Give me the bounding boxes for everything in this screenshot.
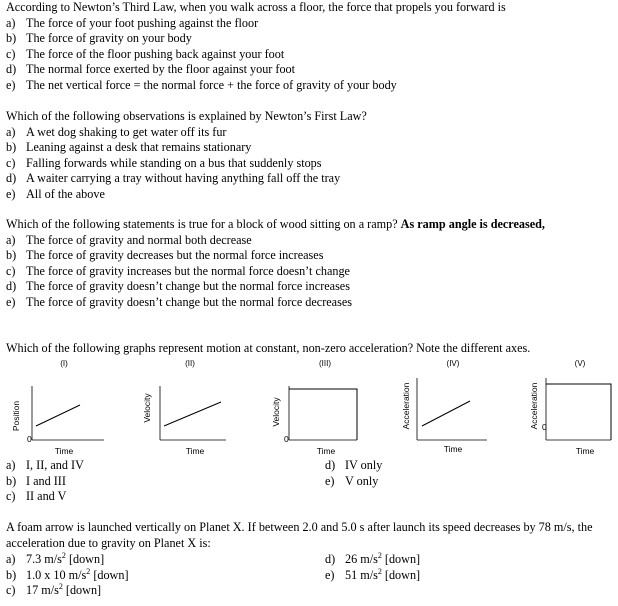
- graph-curve: [164, 402, 221, 426]
- graph-y-label: Velocity: [271, 397, 281, 427]
- option-row[interactable]: [6, 295, 566, 311]
- option-letter: c): [6, 489, 16, 504]
- question-2: [6, 109, 612, 203]
- option-letter: c): [6, 263, 16, 278]
- option-letter: a): [6, 232, 16, 247]
- option-letter: d): [6, 279, 17, 294]
- option-exponent: 2: [377, 550, 382, 560]
- option-text: The force of gravity increases but the normal force doesn’t change: [26, 263, 350, 278]
- graph-x-label: Time: [185, 446, 205, 456]
- option-letter: d): [6, 171, 17, 186]
- option-value: 7.3 m/s: [26, 552, 62, 566]
- option-direction: [down]: [62, 583, 102, 598]
- option-text: The force of gravity on your body: [26, 31, 192, 46]
- option-row[interactable]: [6, 489, 306, 505]
- question-5-options-left: [6, 552, 306, 599]
- option-letter: c): [6, 583, 16, 598]
- graph-curve: [289, 389, 357, 440]
- option-letter: a): [6, 15, 16, 30]
- option-text: The force of your foot pushing against the floor: [26, 15, 259, 30]
- graph-x-label: Time: [443, 444, 463, 454]
- question-5-options-right: [325, 552, 525, 583]
- option-text: The force of the floor pushing back against your foot: [26, 46, 285, 61]
- question-4-options-left: [6, 458, 306, 505]
- graph-curve: [36, 405, 80, 426]
- option-row[interactable]: [6, 458, 306, 474]
- graph-x-label: Time: [316, 446, 336, 456]
- option-text: V only: [345, 473, 379, 488]
- option-direction: [down]: [90, 567, 129, 582]
- question-3-stem-text: Which of the following statements is true for a block of wood sitting on a ramp?: [6, 217, 398, 231]
- question-2-stem: Which of the following observations is explained by Newton’s First Law?: [6, 109, 367, 123]
- option-row[interactable]: [6, 171, 612, 187]
- option-value: 1.0 x 10 m/s: [26, 567, 87, 582]
- option-exponent: 2: [377, 566, 382, 576]
- option-direction: [down]: [381, 552, 421, 566]
- option-value: 26 m/s: [345, 552, 378, 566]
- option-text: IV only: [345, 458, 383, 472]
- graph-y-label: Acceleration: [401, 382, 411, 430]
- option-letter: b): [6, 140, 17, 155]
- option-letter: c): [6, 155, 16, 170]
- option-text: The force of gravity doesn’t change but the normal force increases: [26, 279, 350, 294]
- graph-origin: 0: [27, 434, 32, 444]
- graph-y-label: Velocity: [142, 393, 152, 423]
- graph-y-label: Position: [11, 400, 21, 432]
- option-letter: e): [6, 294, 16, 309]
- option-row[interactable]: [6, 78, 612, 94]
- option-text: A wet dog shaking to get water off its fur: [26, 124, 227, 139]
- option-row[interactable]: [6, 31, 612, 47]
- option-row[interactable]: [325, 568, 525, 584]
- question-4-stem-wrap: [6, 341, 612, 357]
- option-row[interactable]: [6, 140, 612, 156]
- graph-origin: 0: [284, 434, 289, 444]
- option-direction: [down]: [381, 567, 421, 582]
- option-row[interactable]: [325, 474, 525, 490]
- option-row[interactable]: [325, 552, 525, 568]
- option-value: 51 m/s: [345, 567, 378, 582]
- question-4-options-right: [325, 458, 525, 489]
- option-text: I, II, and IV: [26, 458, 84, 472]
- option-letter: d): [325, 458, 336, 472]
- option-row[interactable]: [6, 568, 306, 584]
- question-5-stem: A foam arrow is launched vertically on Planet X. If between 2.0 and 5.0 s after launch its speed decreases by 78 m/s, the acceleration due to gravity on Planet X is:: [6, 520, 593, 550]
- option-text: The force of gravity decreases but the normal force increases: [26, 248, 324, 263]
- option-text: Leaning against a desk that remains stationary: [26, 140, 252, 155]
- option-text: Falling forwards while standing on a bus that suddenly stops: [26, 155, 322, 170]
- graph-y-label: Acceleration: [529, 382, 539, 430]
- option-text: The force of gravity doesn’t change but the normal force decreases: [26, 294, 352, 309]
- graph-curve: [546, 384, 611, 440]
- option-text: II and V: [26, 489, 67, 504]
- option-letter: b): [6, 31, 17, 46]
- option-row[interactable]: [6, 156, 612, 172]
- question-3-stem: [6, 217, 566, 233]
- option-row[interactable]: [6, 125, 612, 141]
- graph-x-label: Time: [575, 446, 595, 456]
- question-1: [6, 0, 612, 94]
- option-row[interactable]: [6, 552, 306, 568]
- option-direction: [down]: [65, 552, 105, 566]
- graph-numeral: (II): [185, 359, 195, 368]
- option-exponent: 2: [61, 550, 66, 560]
- option-row[interactable]: [6, 62, 612, 78]
- question-3-stem-emphasis: As ramp angle is decreased,: [400, 217, 545, 231]
- option-text: All of the above: [26, 186, 105, 201]
- option-exponent: 2: [58, 582, 63, 592]
- option-letter: d): [6, 62, 17, 77]
- question-1-stem: According to Newton’s Third Law, when you walk across a floor, the force that propels you forward is: [6, 0, 506, 14]
- graph-x-label: Time: [54, 446, 74, 456]
- option-row[interactable]: [6, 47, 612, 63]
- option-letter: e): [6, 77, 16, 92]
- option-row[interactable]: [6, 233, 566, 249]
- option-row[interactable]: [325, 458, 525, 474]
- option-exponent: 2: [86, 566, 91, 576]
- graph-numeral: (III): [319, 359, 331, 368]
- option-row[interactable]: [6, 16, 612, 32]
- option-letter: a): [6, 124, 16, 139]
- option-text: The force of gravity and normal both decrease: [26, 232, 252, 247]
- option-row[interactable]: [6, 279, 566, 295]
- option-letter: d): [325, 552, 336, 566]
- option-row[interactable]: [6, 583, 306, 599]
- option-text: A waiter carrying a tray without having anything fall off the tray: [26, 171, 341, 186]
- option-letter: b): [6, 473, 17, 488]
- graph-numeral: (I): [60, 359, 68, 368]
- option-letter: b): [6, 248, 17, 263]
- graph-curve: [422, 401, 470, 426]
- option-value: 17 m/s: [26, 583, 59, 598]
- option-letter: a): [6, 552, 16, 566]
- graph-numeral: (IV): [446, 359, 460, 368]
- option-row[interactable]: [6, 264, 566, 280]
- option-row[interactable]: [6, 187, 612, 203]
- option-text: I and III: [26, 473, 66, 488]
- graph-numeral: (V): [574, 359, 586, 368]
- option-row[interactable]: [6, 248, 566, 264]
- option-letter: a): [6, 458, 16, 472]
- option-row[interactable]: [6, 474, 306, 490]
- option-text: The normal force exerted by the floor against your foot: [26, 62, 296, 77]
- option-letter: e): [6, 186, 16, 201]
- option-text: The net vertical force = the normal force + the force of gravity of your body: [26, 77, 397, 92]
- question-4-stem: Which of the following graphs represent motion at constant, non-zero acceleration? Note the different axes.: [6, 341, 531, 355]
- option-letter: e): [325, 473, 335, 488]
- motion-graphs: [0, 356, 618, 458]
- question-5: [6, 520, 606, 551]
- option-letter: b): [6, 567, 17, 582]
- option-letter: e): [325, 567, 335, 582]
- option-letter: c): [6, 46, 16, 61]
- graph-origin: 0: [542, 422, 547, 432]
- question-3: [6, 217, 566, 311]
